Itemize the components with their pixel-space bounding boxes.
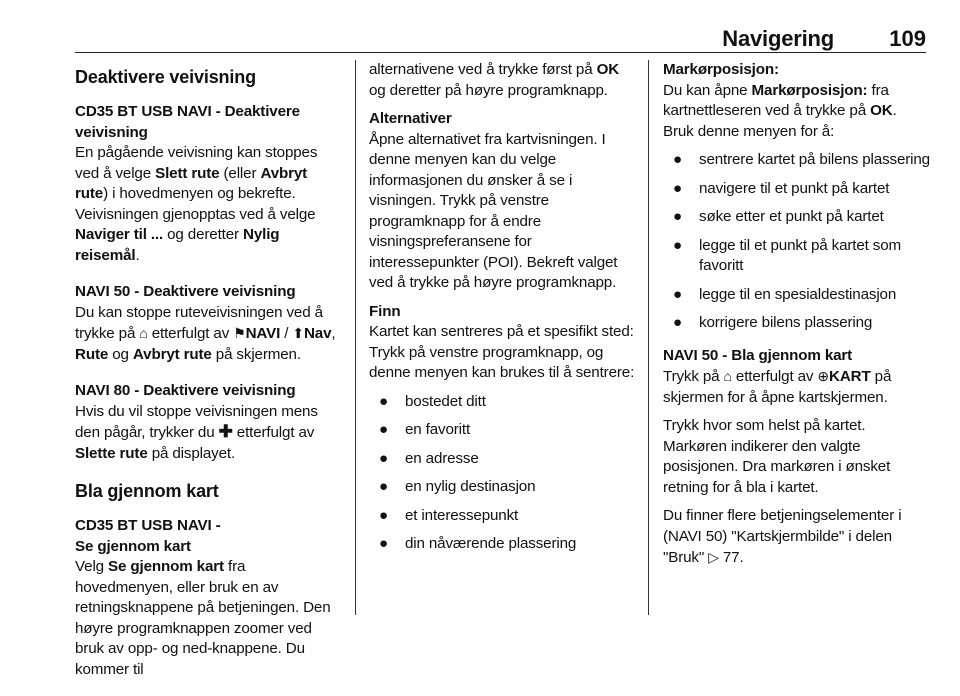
menu-term: Avbryt rute: [132, 345, 212, 363]
bullet-icon: ●: [673, 208, 683, 225]
home-icon: ⌂: [723, 368, 732, 384]
paragraph-cursor-position: [663, 60, 931, 142]
list-item: [369, 449, 637, 470]
menu-term: KART: [829, 368, 871, 385]
text: Du finner flere betjeningselementer i (NAVI 50) "Kartskjermbilde" i delen "Bruk": [663, 507, 902, 566]
column-2: [369, 60, 637, 567]
text: bostedet ditt: [405, 392, 486, 410]
menu-term: Nylig reisemål: [75, 226, 280, 264]
bullet-icon: ●: [673, 236, 683, 254]
text: Trykk hvor som helst på kartet. Markøren indikerer den valgte posisjonen. Dra markøren i ønsket retning for å bla i kartet.: [663, 417, 891, 496]
text: /: [280, 325, 293, 342]
flag-icon: ⚑: [233, 325, 246, 341]
find-list: [369, 392, 637, 555]
subheading-navi50: NAVI 50 - Deaktivere veivisning: [75, 283, 296, 300]
text: navigere til et punkt på kartet: [699, 179, 890, 197]
bullet-icon: ●: [379, 449, 389, 467]
text: på skjermen.: [211, 345, 301, 363]
list-item: [369, 506, 637, 527]
page-reference-icon: ▷: [708, 549, 719, 565]
text: Trykk på: [663, 368, 724, 385]
paragraph-cd35-deactivate: [75, 102, 343, 266]
text: etterfulgt av: [147, 325, 234, 342]
subheading-navi50-browse: NAVI 50 - Bla gjennom kart: [663, 346, 853, 364]
bullet-icon: ●: [673, 179, 683, 197]
text: din nåværende plassering: [405, 535, 577, 552]
bullet-icon: ●: [379, 421, 389, 438]
bullet-icon: ●: [379, 535, 389, 552]
column-divider: [648, 60, 649, 615]
column-1: [75, 60, 343, 696]
subheading-cd35-browse-2: Se gjennom kart: [75, 537, 191, 555]
text: Kartet kan sentreres på et spesifikt sted: Trykk på venstre programknapp, og denne menyen kan brukes til å sentrere:: [369, 323, 635, 381]
text: fra kartnettleseren ved å trykke på: [663, 81, 889, 119]
subheading-find: Finn: [369, 302, 401, 320]
text: .: [135, 246, 140, 264]
text: og deretter: [163, 226, 244, 243]
text: på skjermen for å åpne kartskjermen.: [663, 368, 892, 406]
text: (eller: [219, 164, 261, 182]
section-title: Navigering: [722, 26, 834, 51]
subheading-alternatives: Alternativer: [369, 110, 452, 127]
nav-arrow-icon: ⬆: [292, 325, 304, 341]
text: Du kan stoppe ruteveivisningen ved å trykke på: [75, 303, 323, 342]
bullet-icon: ●: [673, 285, 683, 303]
text: etterfulgt av: [232, 424, 315, 441]
list-item: [369, 392, 637, 413]
text: alternativene ved å trykke først på: [369, 61, 597, 78]
text: et interessepunkt: [405, 506, 519, 524]
menu-term: Markørposisjon:: [751, 81, 868, 99]
text: Hvis du vil stoppe veivisningen mens den pågår, trykker du: [75, 402, 318, 441]
list-item: [369, 477, 637, 498]
text: legge til et punkt på kartet som favoritt: [699, 236, 902, 274]
list-item: [663, 313, 931, 334]
menu-term: Slett rute: [155, 164, 220, 182]
list-item: [663, 236, 931, 277]
bullet-icon: ●: [379, 506, 389, 524]
text: ,: [331, 325, 336, 342]
text: . Bruk denne menyen for å:: [663, 102, 897, 140]
list-item: [369, 420, 637, 441]
text: korrigere bilens plassering: [699, 314, 873, 331]
subheading-cd35: CD35 BT USB NAVI - Deaktivere veivisning: [75, 103, 300, 141]
button-term: OK: [596, 61, 620, 78]
text: 77.: [718, 549, 744, 566]
list-item: [663, 150, 931, 171]
menu-term: Se gjennom kart: [108, 558, 224, 575]
text: og: [108, 345, 133, 363]
paragraph-alternatives: [369, 109, 637, 294]
menu-term: Nav: [303, 325, 332, 342]
paragraph-more-controls: [663, 506, 931, 569]
paragraph-find: [369, 302, 637, 384]
page-header: [75, 22, 926, 53]
paragraph-navi50-browse: [663, 346, 931, 409]
paragraph-navi50-deactivate: [75, 282, 343, 365]
subheading-navi80: NAVI 80 - Deaktivere veivisning: [75, 382, 296, 399]
text: En pågående veivisning kan stoppes ved å velge: [75, 144, 318, 182]
globe-icon: ⊕: [817, 368, 829, 384]
bullet-icon: ●: [673, 151, 683, 168]
paragraph-navi80-deactivate: [75, 381, 343, 464]
text: Du kan åpne: [663, 81, 752, 99]
column-3: [663, 60, 931, 577]
text: og deretter på høyre programknapp.: [369, 81, 608, 99]
menu-term: Avbryt rute: [75, 164, 308, 202]
menu-term: Naviger til ...: [75, 226, 164, 243]
text: legge til en spesialdestinasjon: [699, 285, 897, 303]
plus-icon: ✚: [218, 422, 233, 441]
text: en adresse: [405, 449, 479, 467]
list-item: [369, 534, 637, 555]
text: fra hovedmenyen, eller bruk en av retningsknappene på betjeningen. Den høyre programknappen zoomer ved bruk av opp- og ned-knappene. Du kommer til: [75, 558, 331, 678]
text: en favoritt: [405, 421, 471, 438]
subheading-cursor-position: Markørposisjon:: [663, 61, 779, 78]
list-item: [663, 179, 931, 200]
menu-term: Rute: [75, 345, 109, 363]
text: søke etter et punkt på kartet: [699, 208, 884, 225]
list-item: [663, 207, 931, 228]
heading-browse-map: Bla gjennom kart: [75, 481, 219, 501]
text: Åpne alternativet fra kartvisningen. I denne menyen kan du velge informasjonen du ønsker å se i visningen. Trykk på venstre programknapp for å endre visningspreferansene for interessepunkter (POI). Bekreft valget ved å trykke på høyre programknapp.: [369, 130, 618, 291]
home-icon: ⌂: [139, 325, 148, 341]
column-divider: [355, 60, 356, 615]
bullet-icon: ●: [673, 314, 683, 331]
paragraph-continued: [369, 60, 637, 101]
bullet-icon: ●: [379, 392, 389, 410]
text: ) i hovedmenyen og bekrefte. Veivisningen gjenopptas ved å velge: [75, 185, 316, 223]
subheading-cd35-browse: CD35 BT USB NAVI -: [75, 517, 221, 534]
text: Velg: [75, 558, 109, 575]
paragraph-cd35-browse: [75, 516, 343, 680]
menu-term: Slette rute: [75, 444, 148, 462]
button-term: OK: [870, 102, 893, 119]
heading-deactivate: Deaktivere veivisning: [75, 67, 256, 87]
text: en nylig destinasjon: [405, 478, 536, 495]
page-number: 109: [889, 26, 926, 51]
paragraph-cursor-drag: [663, 416, 931, 498]
text: på displayet.: [147, 444, 236, 462]
text: etterfulgt av: [731, 368, 818, 385]
text: sentrere kartet på bilens plassering: [699, 151, 930, 168]
cursor-menu-list: [663, 150, 931, 334]
list-item: [663, 285, 931, 306]
menu-term: NAVI: [245, 325, 281, 342]
bullet-icon: ●: [379, 478, 389, 495]
